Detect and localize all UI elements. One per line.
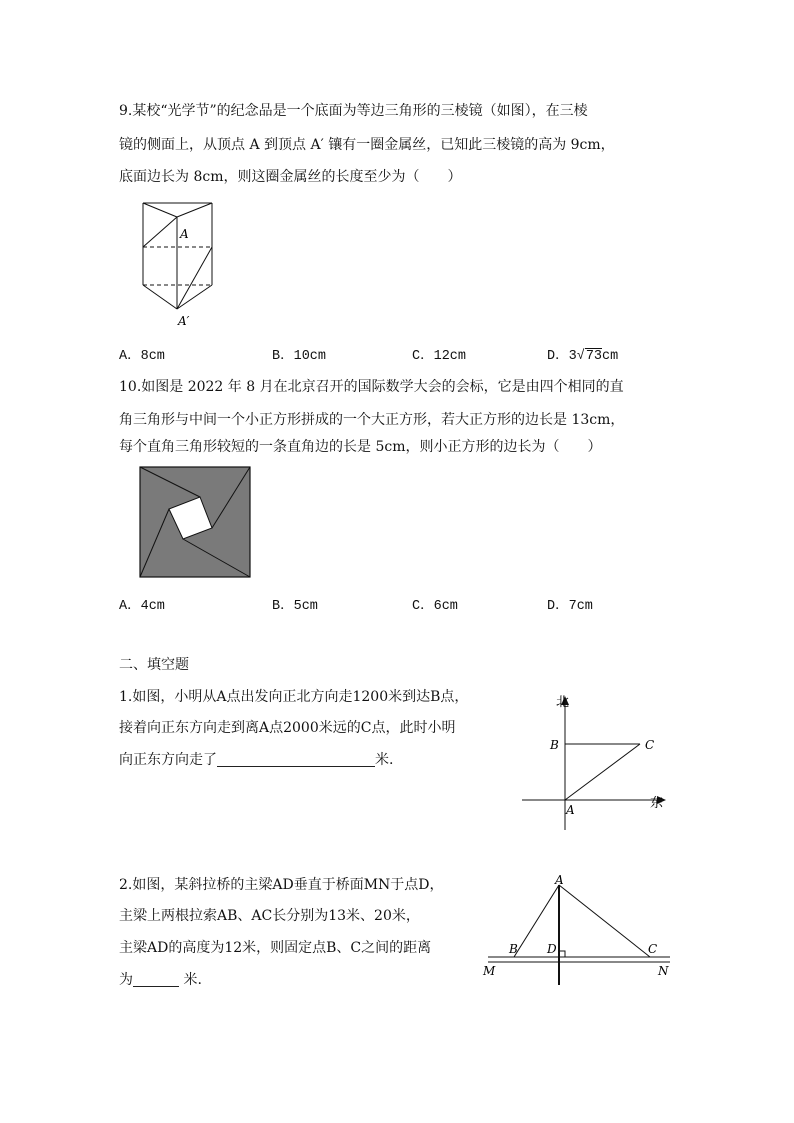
f1-line-1: 1.如图，小明从A点出发向正北方向走1200米到达B点，: [119, 689, 469, 705]
f1-line-3-post: 米.: [375, 752, 394, 768]
q10-option-c[interactable]: C．6cm: [412, 599, 458, 614]
f1-line-2: 接着向正东方向走到离A点2000米远的C点，此时小明: [119, 720, 456, 736]
q10-option-b[interactable]: B．5cm: [272, 599, 318, 614]
f2-line-2: 主梁上两根拉索AB、AC长分别为13米、20米，: [119, 908, 420, 924]
label-d: D: [547, 942, 557, 956]
f2-answer-blank[interactable]: [133, 972, 179, 987]
label-b: B: [509, 942, 518, 956]
q10-line-2: 角三角形与中间一个小正方形拼成的一个大正方形，若大正方形的边长是 13cm，: [119, 412, 625, 428]
f2-line-1: 2.如图，某斜拉桥的主梁AD垂直于桥面MN于点D，: [119, 877, 444, 893]
f2-line-4-pre: 为: [119, 972, 133, 988]
q9-line-1: 9.某校“光学节”的纪念品是一个底面为等边三角形的三棱镜（如图），在三棱: [119, 103, 588, 119]
q9-option-d-unit: cm: [602, 349, 619, 364]
q10-line-1: 10.如图是 2022 年 8 月在北京召开的国际数学大会的会标，它是由四个相同的直: [119, 379, 624, 395]
label-a: A: [555, 873, 564, 887]
f1-line-3: [119, 749, 393, 769]
label-b: B: [550, 738, 559, 752]
congress-logo-figure: [140, 467, 250, 577]
q9-option-a[interactable]: A．8cm: [119, 349, 165, 364]
direction-figure: [520, 690, 670, 840]
q9-option-b[interactable]: B．10cm: [272, 349, 327, 364]
label-east: 东: [650, 796, 664, 811]
bridge-figure: [480, 873, 680, 993]
label-m: M: [483, 964, 496, 978]
q10-line-3: 每个直角三角形较短的一条直角边的长是 5cm，则小正方形的边长为（ ）: [119, 439, 602, 455]
q9-option-d-radicand: 73: [585, 349, 603, 364]
label-north: 北: [556, 695, 570, 710]
section-title: 二、填空题: [119, 657, 189, 673]
label-a: A: [180, 227, 189, 241]
q9-option-d-prefix: D．3: [547, 349, 577, 364]
f1-line-3-pre: 向正东方向走了: [119, 752, 217, 768]
prism-figure: [130, 195, 220, 330]
f2-line-3: 主梁AD的高度为12米，则固定点B、C之间的距离: [119, 940, 432, 956]
label-c: C: [648, 942, 658, 956]
label-a-prime: A′: [178, 314, 190, 328]
label-a: A: [566, 803, 575, 817]
q9-line-2: 镜的侧面上，从顶点 A 到顶点 A′ 镶有一圈金属丝，已知此三棱镜的高为 9cm，: [119, 137, 615, 153]
q10-option-a[interactable]: A．4cm: [119, 599, 165, 614]
q9-option-c[interactable]: C．12cm: [412, 349, 467, 364]
label-n: N: [658, 964, 669, 978]
label-c: C: [645, 738, 655, 752]
q9-option-d[interactable]: [547, 343, 618, 364]
sqrt-symbol: √73: [576, 349, 603, 364]
f2-line-4-post: 米.: [179, 972, 202, 988]
f2-line-4: [119, 969, 202, 989]
q10-option-d[interactable]: D．7cm: [547, 599, 593, 614]
f1-answer-blank[interactable]: [217, 752, 375, 767]
q9-line-3: 底面边长为 8cm，则这圈金属丝的长度至少为（ ）: [119, 169, 462, 185]
